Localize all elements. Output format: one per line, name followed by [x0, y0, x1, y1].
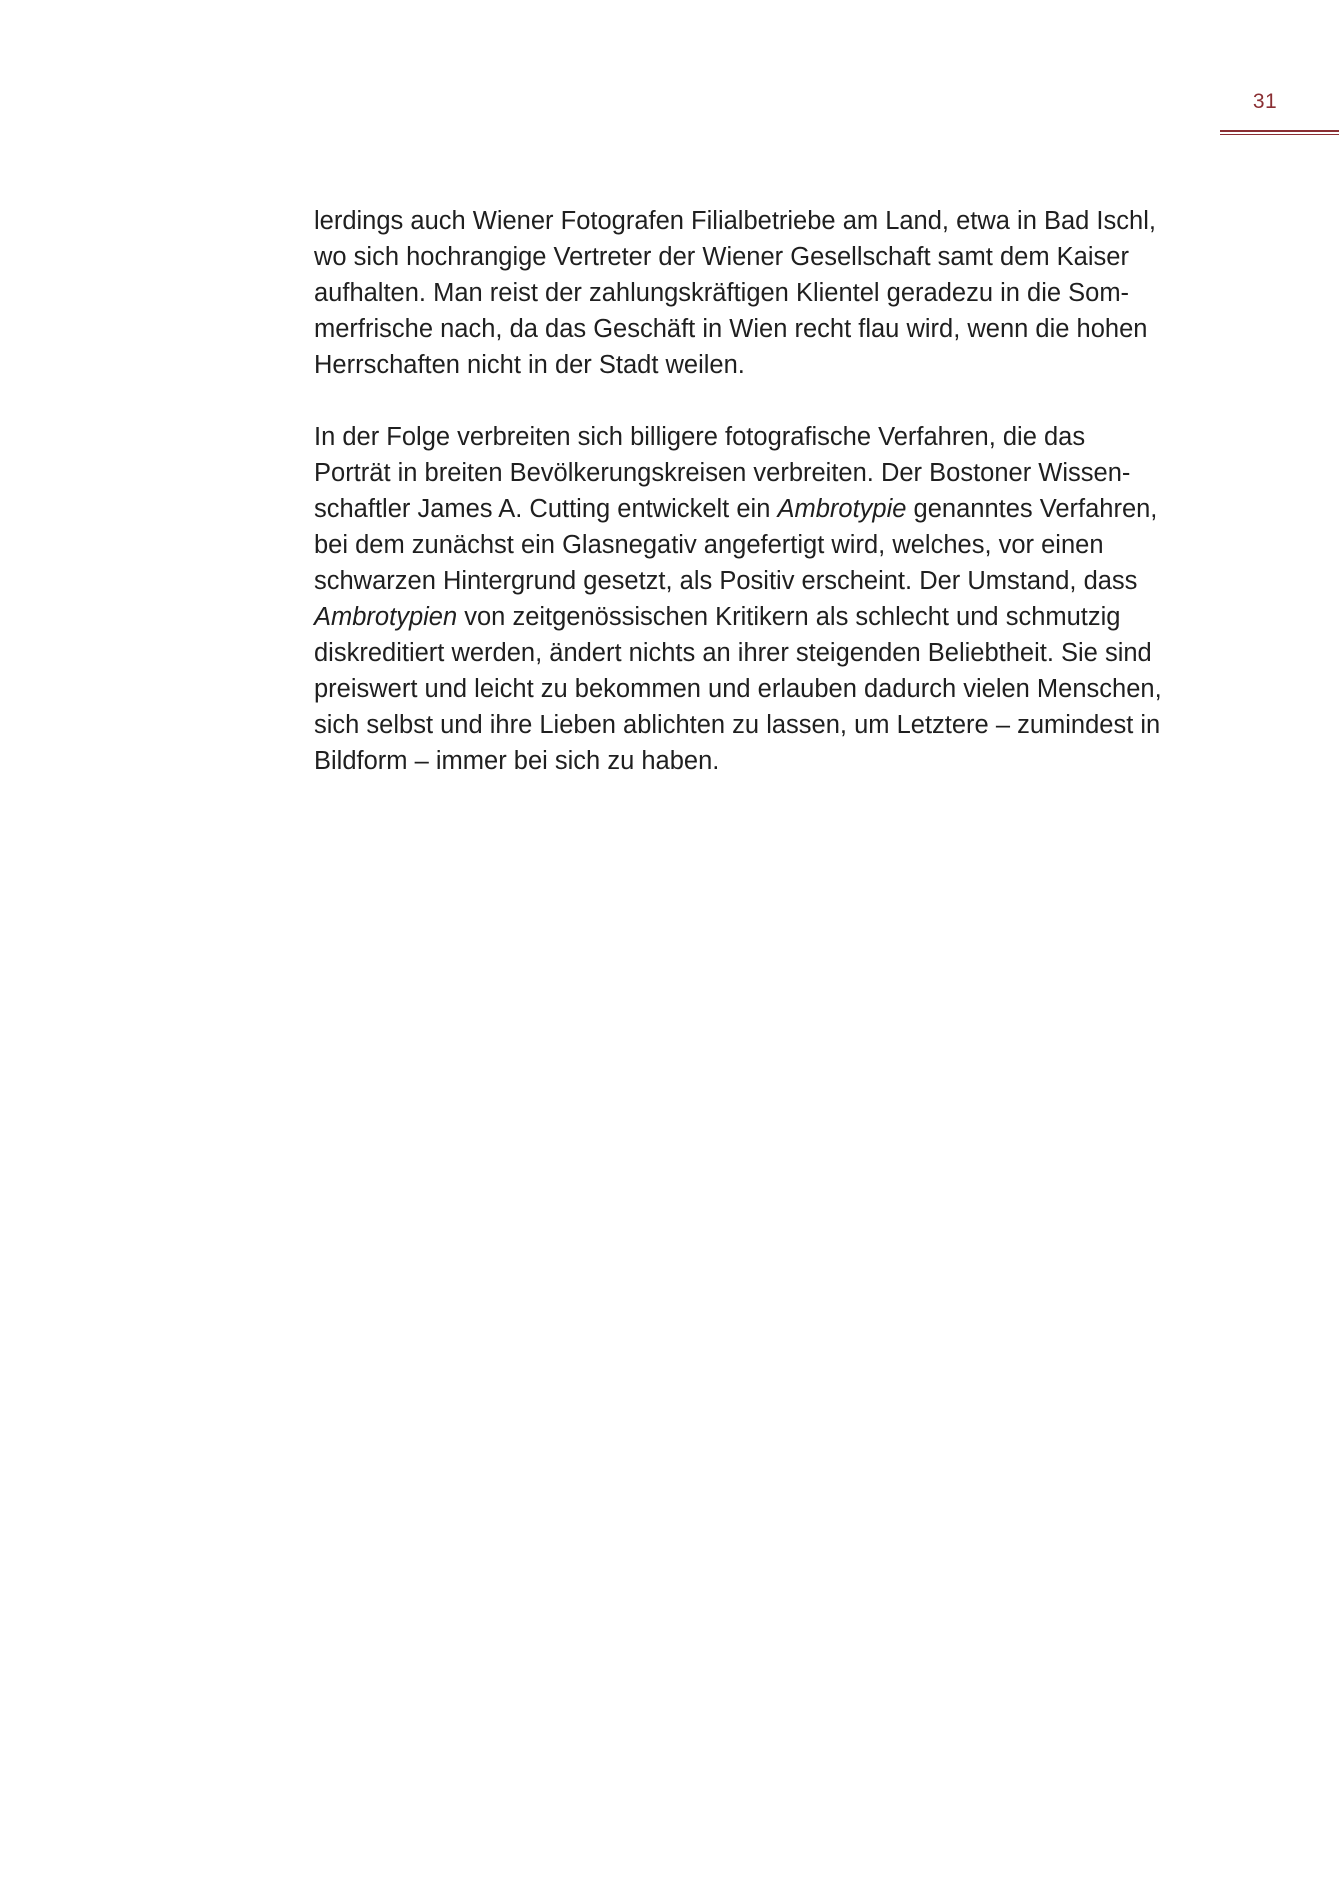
italic-term: Ambrotypie: [777, 495, 907, 523]
text-line: [314, 599, 1194, 635]
text-line: Herrschaften nicht in der Stadt weilen.: [314, 351, 745, 379]
text-line: Bildform – immer bei sich zu haben.: [314, 747, 720, 775]
text-line: schwarzen Hintergrund gesetzt, als Positiv erscheint. Der Umstand, dass: [314, 567, 1138, 595]
text-line: Porträt in breiten Bevölkerungskreisen verbreiten. Der Bostoner Wissen-: [314, 459, 1131, 487]
text-line: sich selbst und ihre Lieben ablichten zu lassen, um Letztere – zumindest in: [314, 711, 1161, 739]
text-segment: schaftler James A. Cutting entwickelt ein: [314, 495, 778, 523]
text-line: merfrische nach, da das Geschäft in Wien recht flau wird, wenn die hohen: [314, 315, 1148, 343]
text-segment: von zeitgenössischen Kritikern als schlecht und schmutzig: [457, 603, 1121, 631]
text-segment: genanntes Verfahren,: [906, 495, 1158, 523]
header-rule-top: [1220, 130, 1339, 132]
italic-term: Ambrotypien: [314, 603, 458, 631]
paragraph-1: [314, 203, 1194, 383]
text-line: [314, 491, 1194, 527]
header-rule-bottom: [1220, 134, 1339, 135]
text-line: preiswert und leicht zu bekommen und erlauben dadurch vielen Menschen,: [314, 675, 1162, 703]
text-line: lerdings auch Wiener Fotografen Filialbetriebe am Land, etwa in Bad Ischl,: [314, 207, 1156, 235]
body-text: [314, 203, 1194, 815]
paragraph-2: [314, 419, 1194, 779]
page-number: 31: [1252, 90, 1278, 113]
text-line: aufhalten. Man reist der zahlungskräftigen Klientel geradezu in die Som-: [314, 279, 1130, 307]
text-line: wo sich hochrangige Vertreter der Wiener Gesellschaft samt dem Kaiser: [314, 243, 1129, 271]
text-line: diskreditiert werden, ändert nichts an ihrer steigenden Beliebtheit. Sie sind: [314, 639, 1152, 667]
text-line: bei dem zunächst ein Glasnegativ angefertigt wird, welches, vor einen: [314, 531, 1104, 559]
text-line: In der Folge verbreiten sich billigere fotografische Verfahren, die das: [314, 423, 1086, 451]
